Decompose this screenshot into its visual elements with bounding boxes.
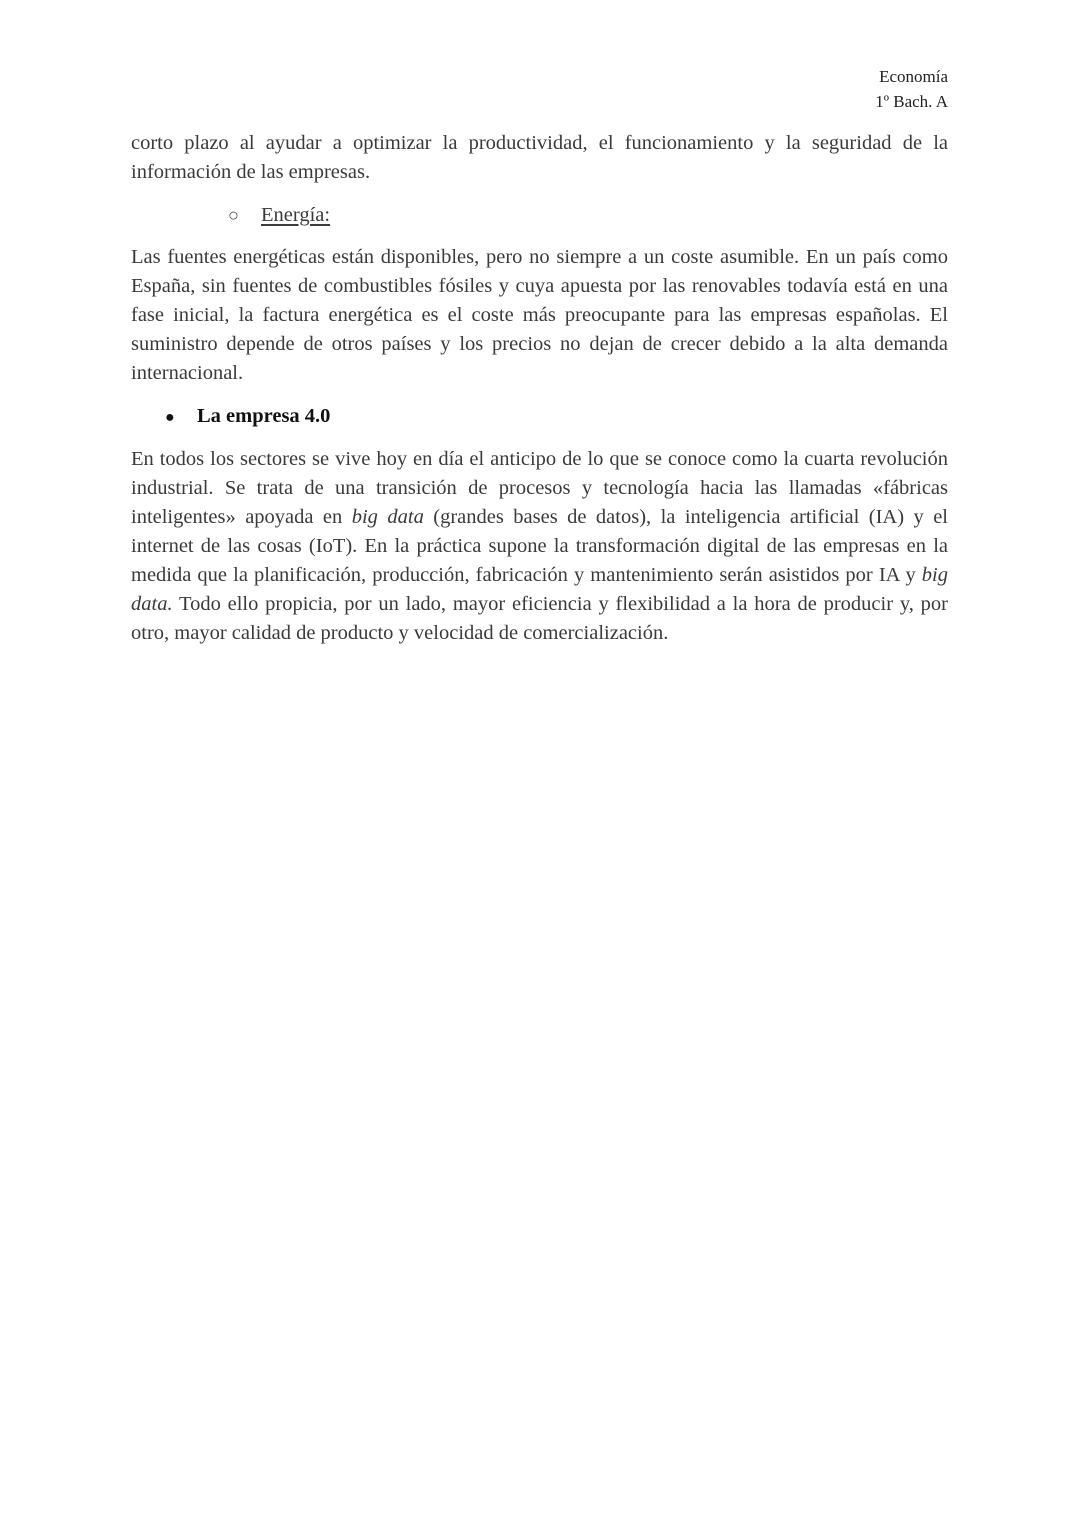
p3-text-2: (grandes bases de datos), la inteligencia artificial (IA) y el internet de las cosas (IoT). En la práctica supone la transformación digital de las empresas en la medida que la planificación, producción, fabricación y mantenimiento serán asistidos por IA y <box>131 506 948 586</box>
filled-circle-bullet-icon: ● <box>165 409 175 426</box>
empresa-heading <box>165 402 948 432</box>
page-header <box>875 64 948 114</box>
p3-italic-2: big data. <box>131 564 948 615</box>
document-body <box>131 129 948 648</box>
p3-italic-1: big data <box>351 506 424 528</box>
hollow-circle-bullet-icon: ○ <box>228 205 239 225</box>
empresa-label: La empresa 4.0 <box>197 405 331 427</box>
header-subject: Economía <box>879 67 948 86</box>
paragraph-empresa <box>131 445 948 648</box>
p3-text-1: En todos los sectores se vive hoy en día el anticipo de lo que se conoce como la cuarta revolución industrial. Se trata de una transición de procesos y tecnología hacia las llamadas «fábricas inteligentes» apoyada en <box>131 448 948 528</box>
energy-label: Energía: <box>261 204 331 226</box>
paragraph-continuation: corto plazo al ayudar a optimizar la productividad, el funcionamiento y la seguridad de la información de las empresas. <box>131 132 948 183</box>
header-course: 1º Bach. A <box>875 92 948 111</box>
paragraph-energy: Las fuentes energéticas están disponibles, pero no siempre a un coste asumible. En un país como España, sin fuentes de combustibles fósiles y cuya apuesta por las renovables todavía está en una fase inicial, la factura energética es el coste más preocupante para las empresas españolas. El suministro depende de otros países y los precios no dejan de crecer debido a la alta demanda internacional. <box>131 246 948 384</box>
p3-text-3: Todo ello propicia, por un lado, mayor eficiencia y flexibilidad a la hora de producir y, por otro, mayor calidad de producto y velocidad de comercialización. <box>131 593 948 644</box>
energy-subheading <box>228 201 948 230</box>
